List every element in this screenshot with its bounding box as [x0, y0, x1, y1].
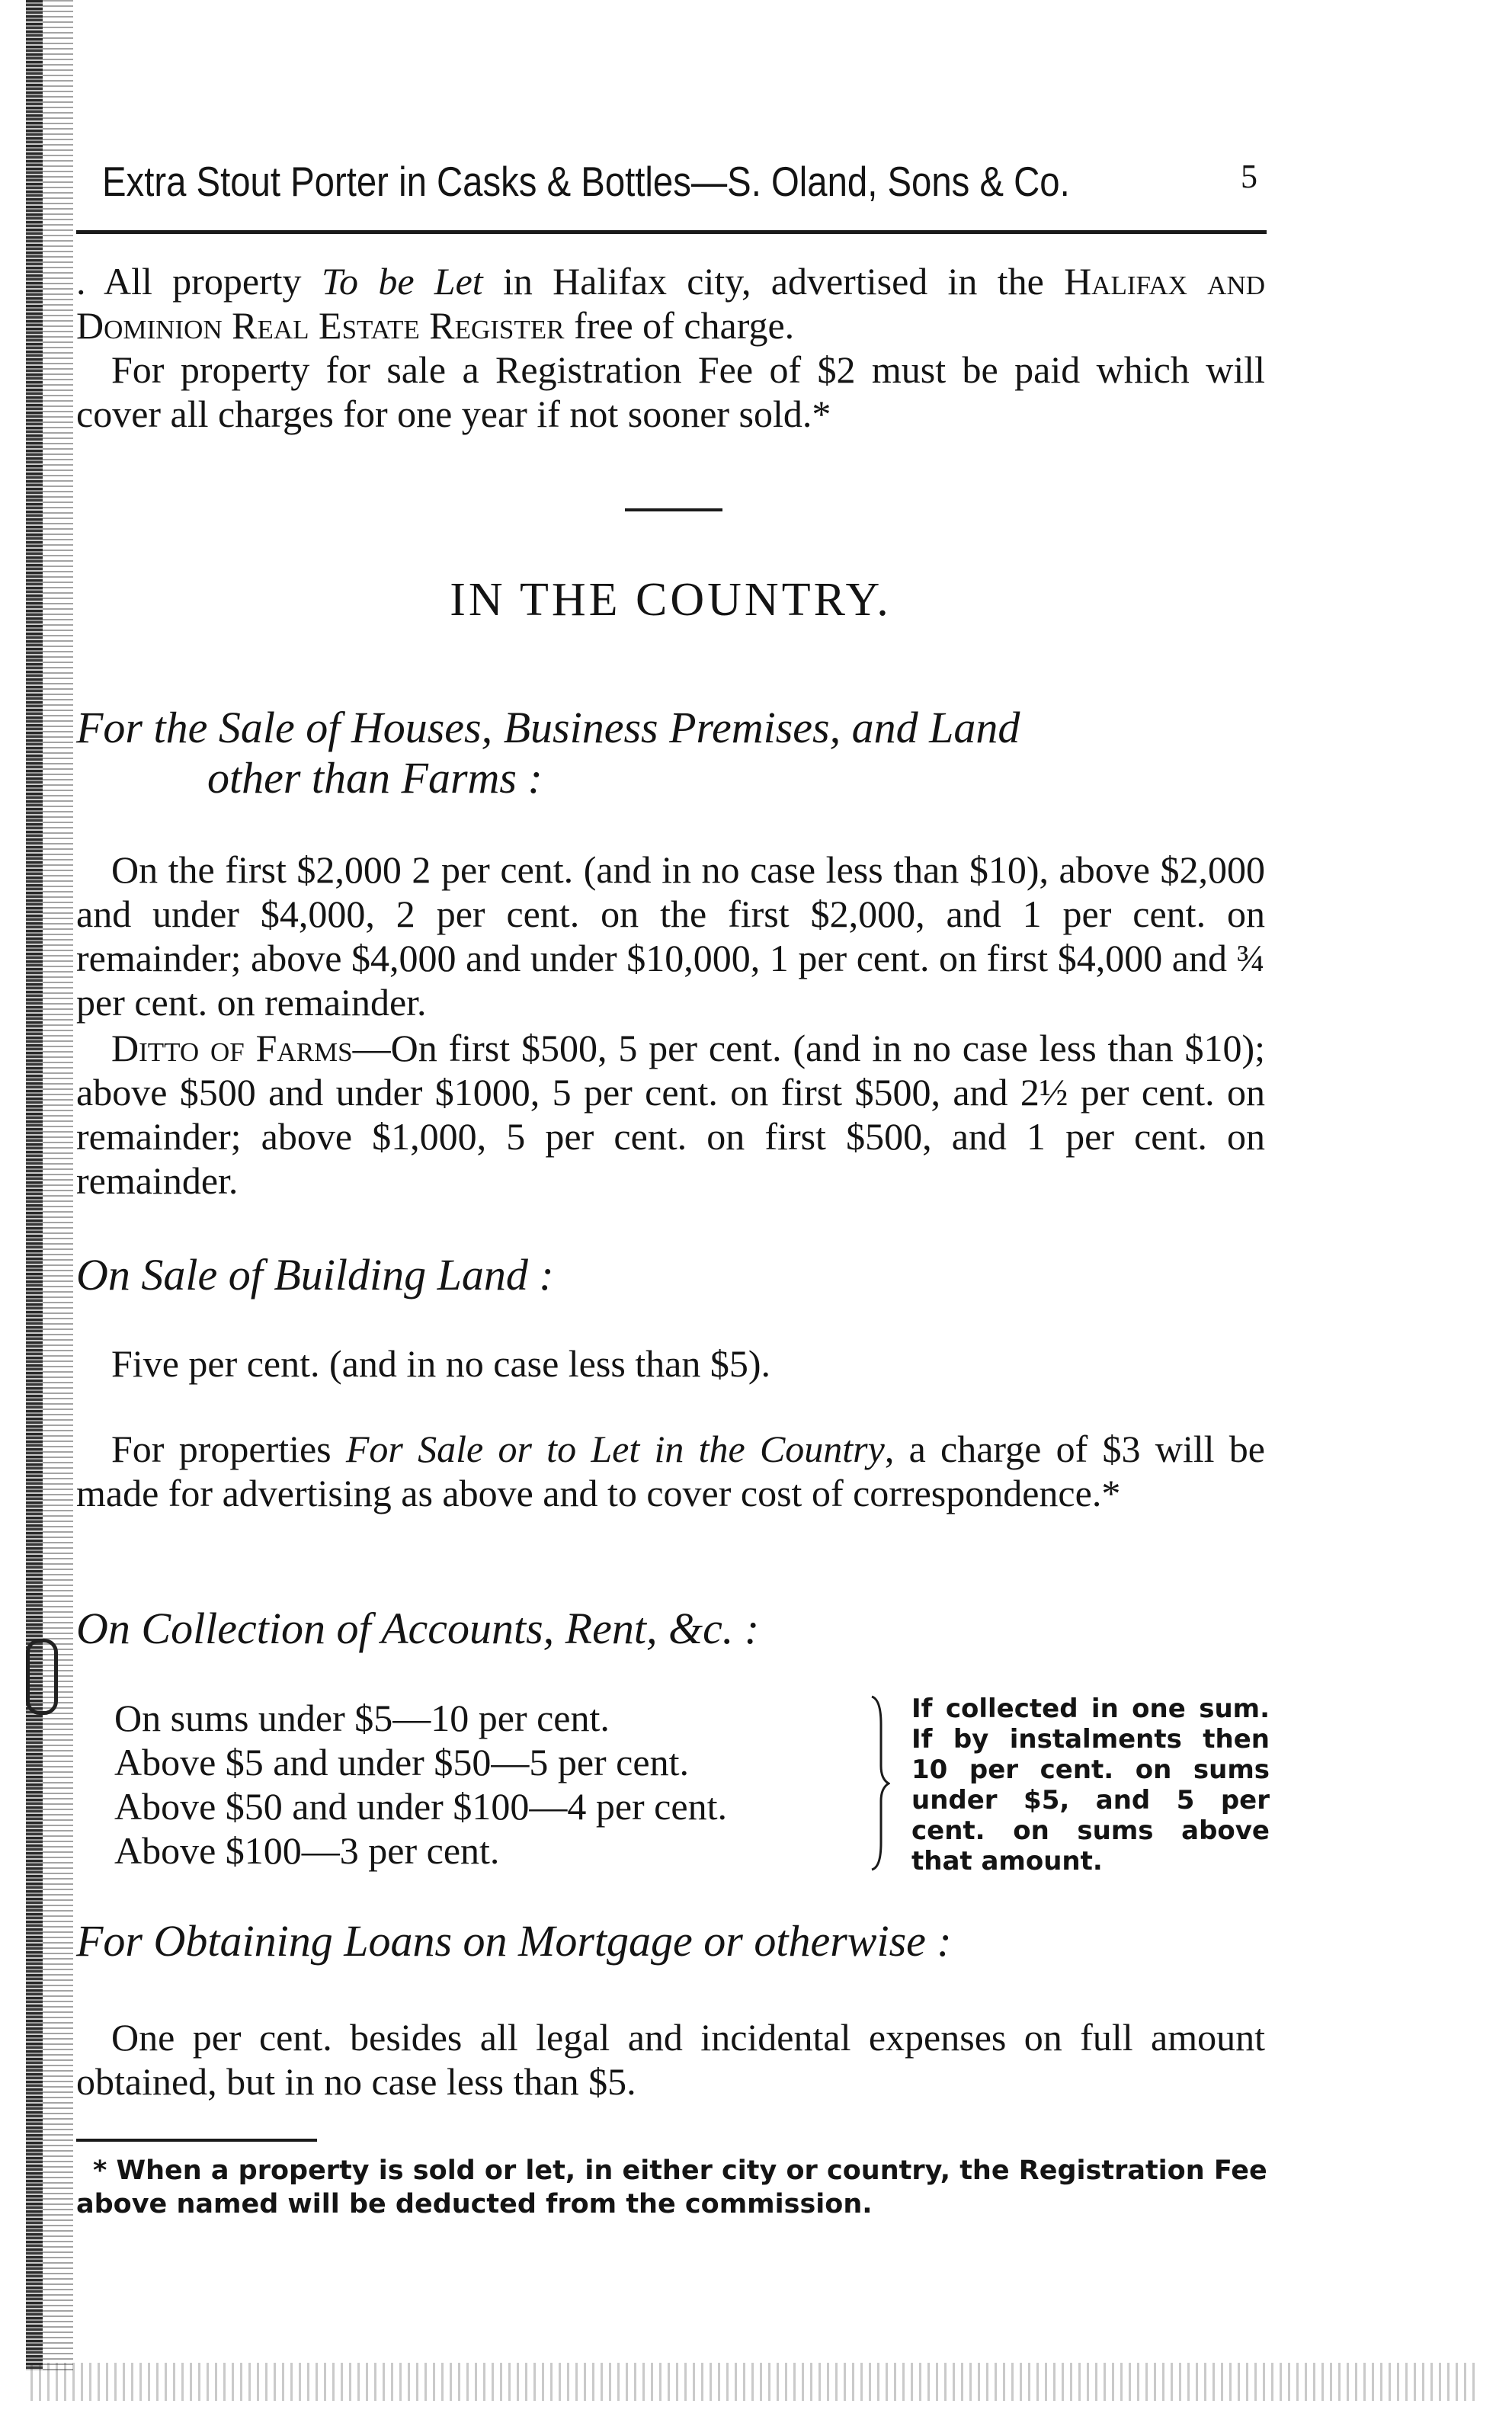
registration-fee-paragraph: For property for sale a Registration Fee of $2 must be paid which will cover all charges for one year if not sooner sold.*: [76, 348, 1265, 435]
city-register-italic: To be Let: [321, 260, 483, 303]
farms-rates-paragraph: [76, 1026, 1265, 1203]
building-land-paragraph: Five per cent. (and in no case less than $5).: [111, 1342, 771, 1385]
city-register-text-2: in Halifax city, advertised in the: [482, 260, 1044, 303]
loans-paragraph: One per cent. besides all legal and incidental expenses on full amount obtained, but in no case less than $5.: [76, 2016, 1265, 2103]
country-advertising-paragraph: [76, 1427, 1265, 1515]
collection-heading: On Collection of Accounts, Rent, &c. :: [76, 1604, 760, 1653]
section-divider: [625, 508, 722, 511]
houses-heading-line-1: For the Sale of Houses, Business Premises, and Land: [76, 703, 1020, 752]
collection-rate-line: Above $5 and under $50—5 per cent.: [114, 1741, 689, 1783]
running-head-title: Extra Stout Porter in Casks & Bottles—S. Oland, Sons & Co.: [102, 158, 1070, 205]
collection-rates-list: [114, 1696, 727, 1873]
bottom-scan-edge: [30, 2363, 1478, 2401]
loans-heading: For Obtaining Loans on Mortgage or otherwise :: [76, 1916, 952, 1966]
curly-brace: [869, 1694, 890, 1873]
footnote-rule: [76, 2139, 317, 2142]
city-register-paragraph: [76, 259, 1265, 348]
houses-heading-line-2: other than Farms :: [207, 753, 543, 803]
country-section-heading: IN THE COUNTRY.: [450, 574, 892, 626]
margin-oval-mark: [26, 1639, 58, 1715]
register-name: Halifax and Dominion Real Estate Register: [76, 260, 1265, 347]
page-number: 5: [1241, 158, 1257, 195]
instalment-note: If collected in one sum. If by instalments then 10 per cent. on sums under $5, and 5 per cent. on sums above that amount.: [911, 1694, 1270, 1876]
header-rule: [76, 230, 1267, 234]
running-head: [102, 157, 1271, 206]
farms-label: Ditto of Farms: [111, 1027, 353, 1069]
city-register-text-3: free of charge.: [564, 304, 795, 347]
binding-shadow: [43, 0, 73, 2370]
collection-rate-line: On sums under $5—10 per cent.: [114, 1697, 610, 1739]
advert-text-1: For properties: [111, 1428, 346, 1470]
farms-text: —On first $500, 5 per cent. (and in no case less than $10); above $500 and under $1000, 5 per cent. on first $500, and 2½ per cent. on remainder; above $1,000, 5 per cent. on first $500, and 1 per cent. on remainder.: [76, 1027, 1265, 1202]
footnote-text: * When a property is sold or let, in either city or country, the Registration Fee above named will be deducted from the commission.: [76, 2155, 1267, 2219]
collection-rate-line: Above $50 and under $100—4 per cent.: [114, 1785, 727, 1828]
advert-italic: For Sale or to Let in the Country: [345, 1428, 885, 1470]
building-land-heading: On Sale of Building Land :: [76, 1250, 554, 1300]
houses-rates-paragraph: On the first $2,000 2 per cent. (and in no case less than $10), above $2,000 and under $4,000, 2 per cent. on the first $2,000, and 1 per cent. on remainder; above $4,000 and under $10,000, 1 per cent. on first $4,000 and ¾ per cent. on remainder.: [76, 848, 1265, 1024]
footnote: [76, 2154, 1273, 2221]
page-binding: [26, 0, 43, 2370]
city-register-text-1: . All property: [76, 260, 322, 303]
advert-text-2: , a charge of $3 will be made for advertising as above and to cover cost of correspondence.*: [76, 1428, 1265, 1514]
collection-rate-line: Above $100—3 per cent.: [114, 1829, 500, 1872]
houses-heading: [76, 703, 1280, 803]
